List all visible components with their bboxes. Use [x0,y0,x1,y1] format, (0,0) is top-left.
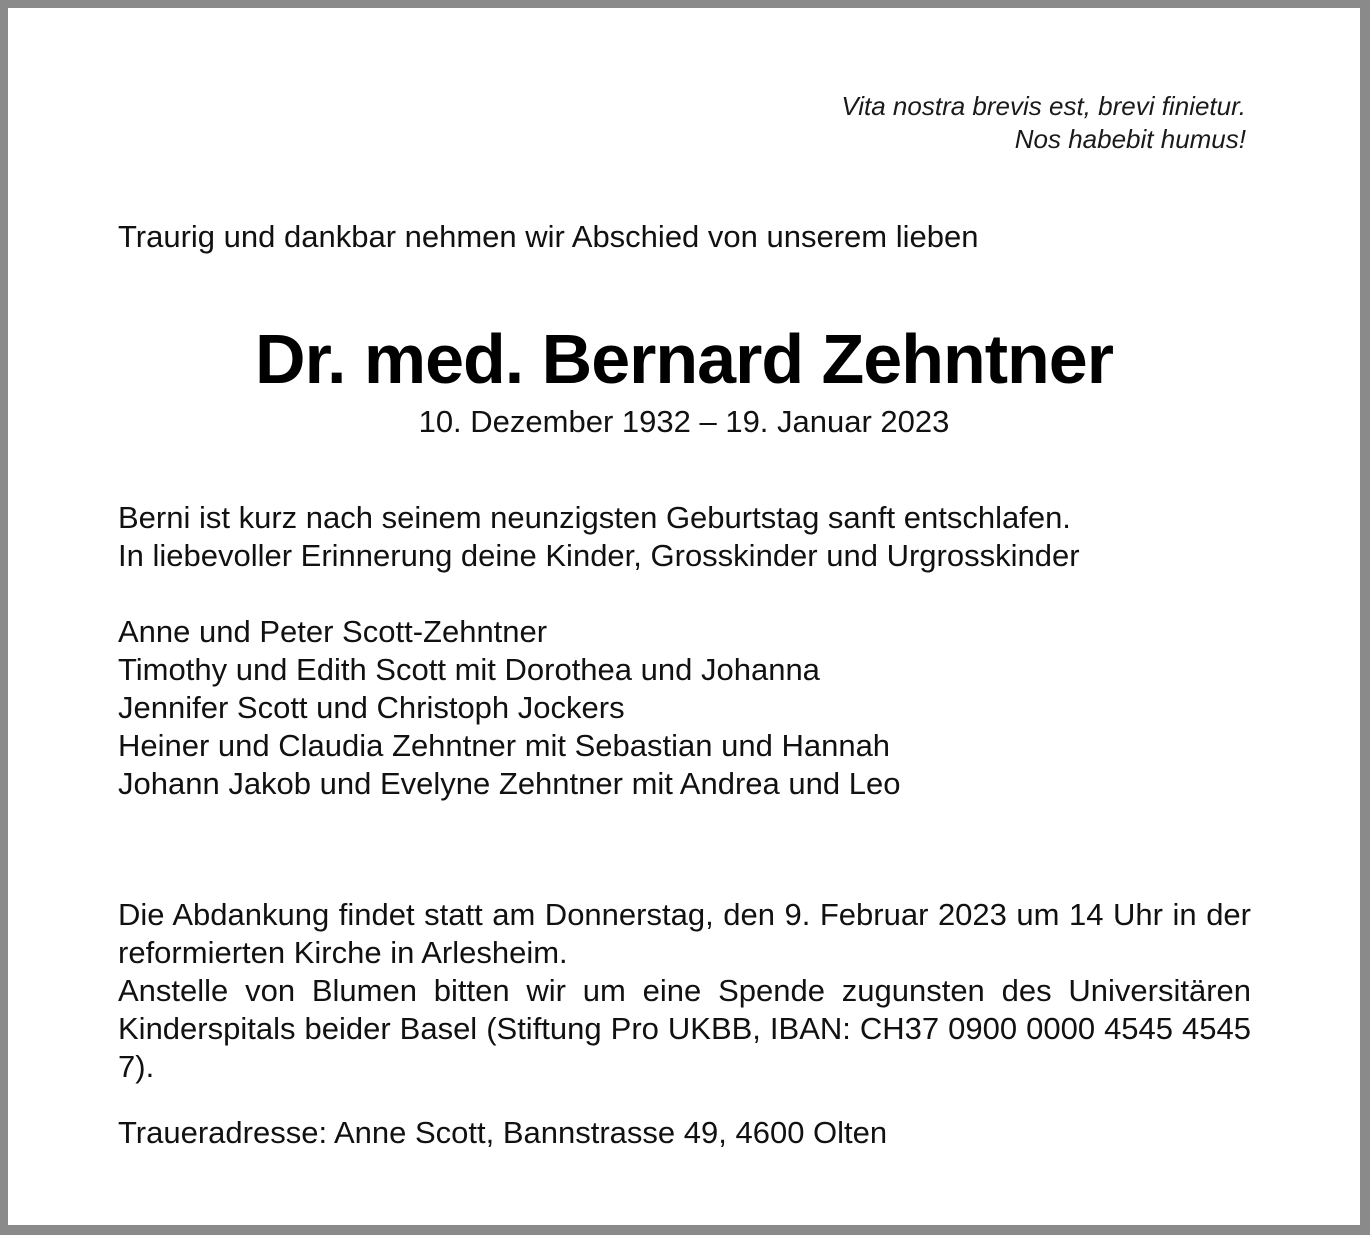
address-text: Traueradresse: Anne Scott, Bannstrasse 49, 4600 Olten [118,1115,888,1150]
farewell-message [118,499,1251,575]
obituary-page [8,8,1360,1225]
service-info [118,896,1251,1086]
deceased-name: Dr. med. Bernard Zehntner [255,320,1113,398]
motto-line-2: Nos habebit humus! [1014,124,1246,154]
donation-text: Anstelle von Blumen bitten wir um eine Spende zugunsten des Universitären Kinderspitals beider Basel (Stiftung Pro UKBB, IBAN: CH37 0900 0000 4545 4545 7). [118,973,1251,1084]
ceremony-text: Die Abdankung findet statt am Donnerstag, den 9. Februar 2023 um 14 Uhr in der reformierten Kirche in Arlesheim. [118,897,1251,970]
family-list [118,613,1251,803]
family-member: Heiner und Claudia Zehntner mit Sebastian und Hannah [118,728,891,763]
mourning-address [118,1114,1251,1152]
latin-motto [841,90,1246,156]
family-member: Jennifer Scott und Christoph Jockers [118,690,625,725]
family-member: Timothy und Edith Scott mit Dorothea und Johanna [118,652,820,687]
life-dates: 10. Dezember 1932 – 19. Januar 2023 [418,404,950,439]
intro-text: Traurig und dankbar nehmen wir Abschied von unserem lieben [118,219,979,254]
family-member: Anne und Peter Scott-Zehntner [118,614,548,649]
family-member: Johann Jakob und Evelyne Zehntner mit Andrea und Leo [118,766,901,801]
message-line-2: In liebevoller Erinnerung deine Kinder, Grosskinder und Urgrosskinder [118,538,1080,573]
motto-line-1: Vita nostra brevis est, brevi finietur. [841,91,1246,121]
message-line-1: Berni ist kurz nach seinem neunzigsten Geburtstag sanft entschlafen. [118,500,1071,535]
